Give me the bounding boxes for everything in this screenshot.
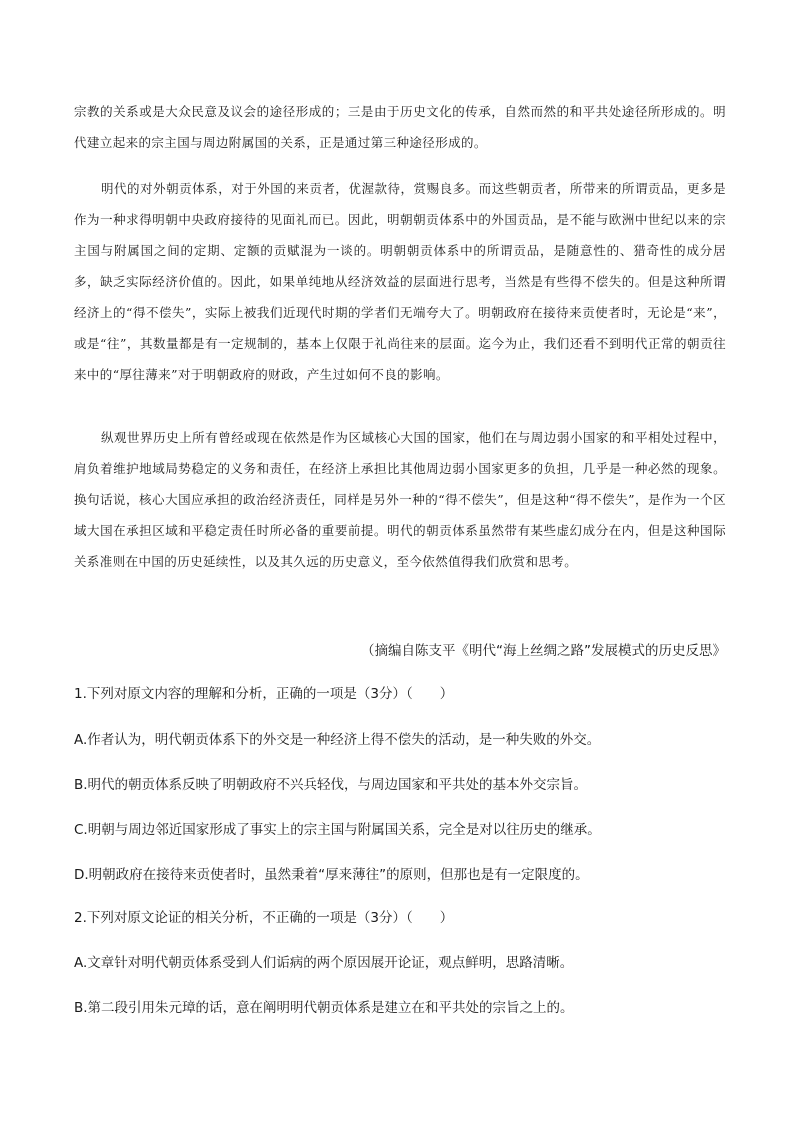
question-2-option-a: A.文章针对明代朝贡体系受到人们诟病的两个原因展开论证，观点鲜明，思路清晰。: [74, 955, 574, 971]
question-2-option-b: B.第二段引用朱元璋的话，意在阐明明代朝贡体系是建立在和平共处的宗旨之上的。: [74, 1000, 574, 1016]
passage-paragraph-3: 纵观世界历史上所有曾经或现在依然是作为区域核心大国的国家，他们在与周边弱小国家的和平相处过程中，肩负着维护地域局势稳定的义务和责任，在经济上承担比其他周边弱小国家更多的负担，几乎是一种必然的现象。换句话说，核心大国应承担的政治经济责任，同样是另外一种的“得不偿失”，但是这种“得不偿失”，是作为一个区域大国在承担区域和平稳定责任时所必备的重要前提。明代的朝贡体系虽然带有某些虚幻成分在内，但是这种国际关系准则在中国的历史延续性，以及其久远的历史意义，至今依然值得我们欣赏和思考。: [74, 430, 726, 569]
passage-paragraph-1: 宗教的关系或是大众民意及议会的途径形成的；三是由于历史文化的传承，自然而然的和平共处途径所形成的。明代建立起来的宗主国与周边附属国的关系，正是通过第三种途径形成的。: [74, 104, 726, 150]
question-1-option-b: B.明代的朝贡体系反映了明朝政府不兴兵轻伐，与周边国家和平共处的基本外交宗旨。: [74, 777, 588, 793]
question-1-option-c: C.明朝与周边邻近国家形成了事实上的宗主国与附属国关系，完全是对以往历史的继承。: [74, 822, 601, 838]
passage-paragraph-2: 明代的对外朝贡体系，对于外国的来贡者，优渥款待，赏赐良多。而这些朝贡者，所带来的所谓贡品，更多是作为一种求得明朝中央政府接待的见面礼而已。因此，明朝朝贡体系中的外国贡品，是不能与欧洲中世纪以来的宗主国与附属国之间的定期、定额的贡赋混为一谈的。明朝朝贡体系中的所谓贡品，是随意性的、猎奇性的成分居多，缺乏实际经济价值的。因此，如果单纯地从经济效益的层面进行思考，当然是有些得不偿失的。但是这种所谓经济上的“得不偿失”，实际上被我们近现代时期的学者们无端夸大了。明朝政府在接待来贡使者时，无论是“来”，或是“往”，其数量都是有一定规制的，基本上仅限于礼尚往来的层面。迄今为止，我们还看不到明代正常的朝贡往来中的“厚往薄来”对于明朝政府的财政，产生过如何不良的影响。: [74, 181, 726, 382]
question-1-option-a: A.作者认为，明代朝贡体系下的外交是一种经济上得不偿失的活动，是一种失败的外交。: [74, 732, 601, 748]
source-citation: （摘编自陈支平《明代“海上丝绸之路”发展模式的历史反思》: [361, 643, 726, 659]
question-2-stem: 2.下列对原文论证的相关分析，不正确的一项是（3分）（ ）: [74, 910, 454, 926]
question-1-option-d: D.明朝政府在接待来贡使者时，虽然秉着“厚来薄往”的原则，但那也是有一定限度的。: [74, 867, 589, 883]
question-1-stem: 1.下列对原文内容的理解和分析，正确的一项是（3分）（ ）: [74, 686, 454, 702]
